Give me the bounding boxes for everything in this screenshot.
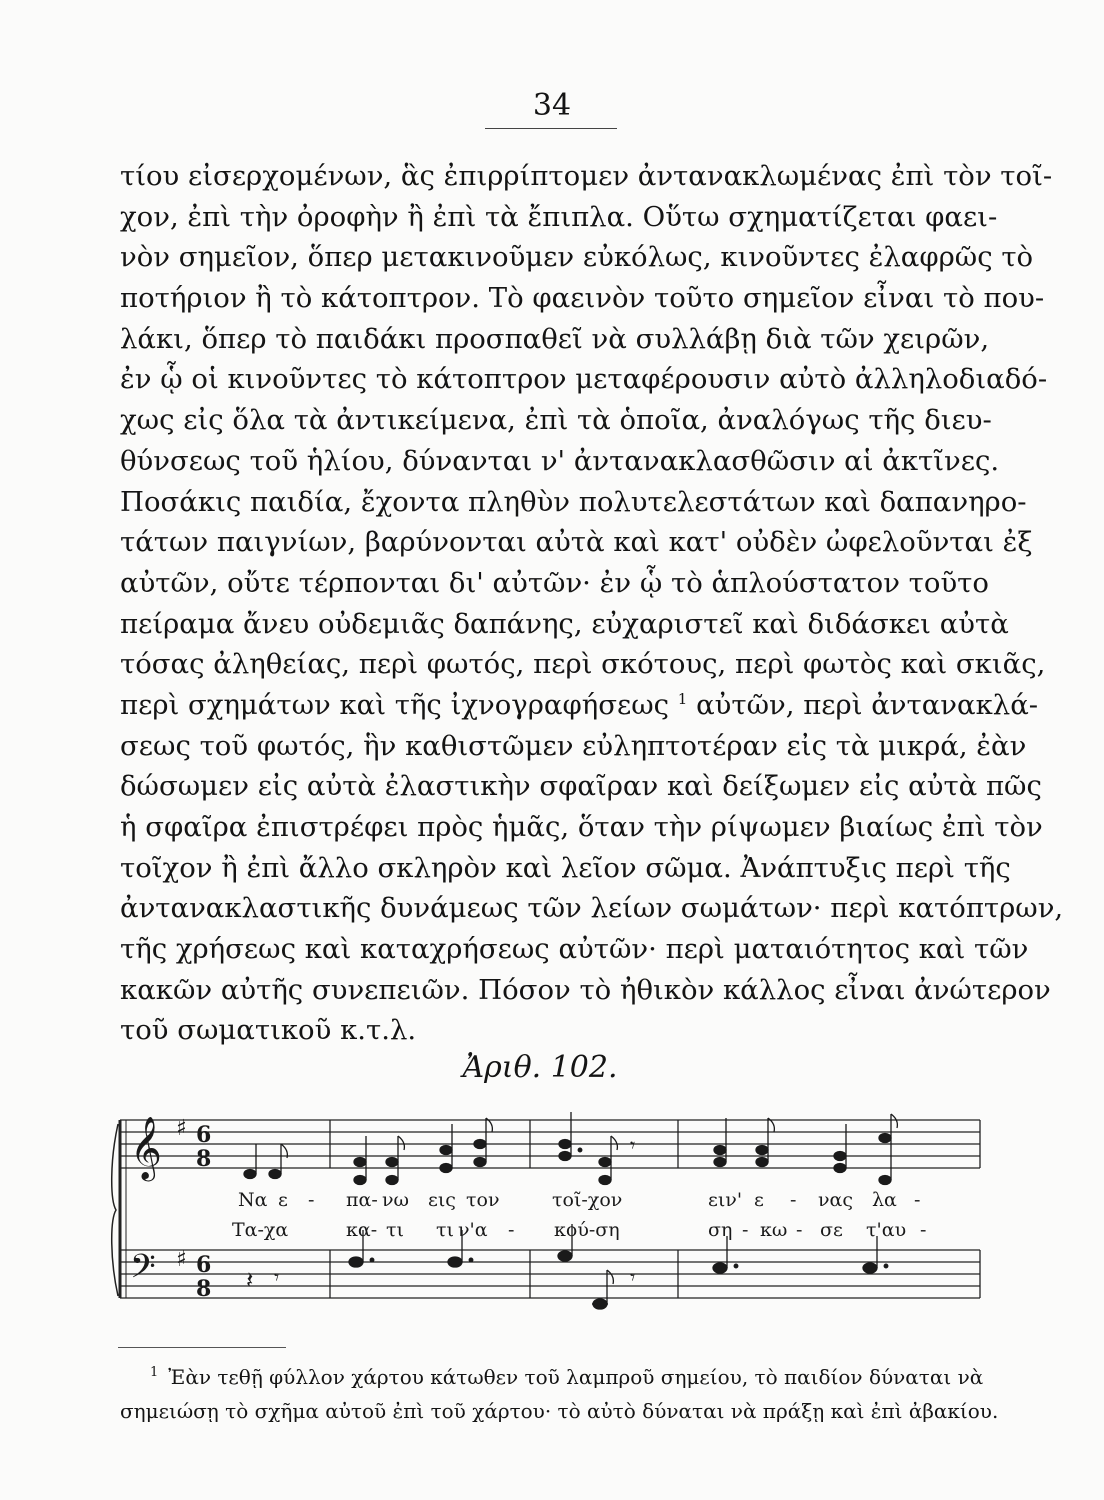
lyric-syllable: - bbox=[742, 1219, 749, 1241]
time-signature-denominator: 8 bbox=[196, 1276, 212, 1302]
lyric-syllable: ε bbox=[278, 1189, 288, 1211]
text-line: ἐν ᾧ οἱ κινοῦντες τὸ κάτοπτρον μεταφέρουσιν αὐτὸ ἀλληλοδιαδό- bbox=[120, 363, 1048, 396]
text-line: τίου εἰσερχομένων, ἃς ἐπιρρίπτομεν ἀντανακλωμένας ἐπὶ τὸν τοῖ- bbox=[120, 160, 1053, 192]
text-line: σεως τοῦ φωτός, ἣν καθιστῶμεν εὐληπτοτέραν εἰς τὰ μικρά, ἐὰν bbox=[120, 729, 1027, 762]
footnote-reference: 1 bbox=[677, 689, 688, 708]
lyric-syllable: κού-ση bbox=[554, 1219, 620, 1241]
text-segment: περὶ σχημάτων καὶ τῆς ἰχνογραφήσεως bbox=[120, 688, 670, 721]
lyric-syllable: κα- bbox=[346, 1219, 378, 1241]
footnote-line: σημειώσῃ τὸ σχῆμα αὐτοῦ ἐπὶ τοῦ χάρτου· τὸ αὐτὸ δύναται νὰ πράξῃ καὶ ἐπὶ ἀβακίου. bbox=[120, 1399, 999, 1423]
text-line-with-footnote bbox=[120, 685, 1039, 726]
lyric-syllable: τοῖ-χον bbox=[552, 1189, 623, 1211]
music-score bbox=[110, 1100, 990, 1330]
music-score-svg bbox=[110, 1100, 990, 1330]
time-signature-numerator: 6 bbox=[196, 1122, 212, 1148]
lyric-syllable: - bbox=[790, 1189, 797, 1211]
text-line: χον, ἐπὶ τὴν ὀροφὴν ἢ ἐπὶ τὰ ἔπιπλα. Οὕτω σχηματίζεται φαει- bbox=[120, 200, 998, 233]
lyric-syllable: ειν' bbox=[708, 1189, 743, 1211]
lyric-syllable: λα bbox=[872, 1189, 897, 1211]
text-line: αὐτῶν, οὔτε τέρπονται δι' αὐτῶν· ἐν ᾧ τὸ ἁπλούστατον τοῦτο bbox=[120, 566, 989, 599]
lyric-syllable: - bbox=[920, 1219, 927, 1241]
text-line: Ποσάκις παιδία, ἔχοντα πληθὺν πολυτελεστάτων καὶ δαπανηρο- bbox=[120, 485, 1027, 518]
text-line: ποτήριον ἢ τὸ κάτοπτρον. Τὸ φαεινὸν τοῦτο σημεῖον εἶναι τὸ που- bbox=[120, 282, 1045, 315]
lyric-syllable: - bbox=[308, 1189, 315, 1211]
text-line: λάκι, ὅπερ τὸ παιδάκι προσπαθεῖ νὰ συλλάβῃ διὰ τῶν χειρῶν, bbox=[120, 322, 990, 355]
sharp-key-signature-icon: ♯ bbox=[176, 1247, 187, 1272]
lyric-syllable: Τα-χα bbox=[232, 1219, 289, 1241]
lyric-syllable: ν'α bbox=[458, 1219, 488, 1241]
text-line: τόσας ἀληθείας, περὶ φωτός, περὶ σκότους, περὶ φωτὸς καὶ σκιᾶς, bbox=[120, 648, 1046, 681]
eighth-rest-icon: 𝄾 bbox=[630, 1133, 636, 1157]
lyric-syllable: Να bbox=[238, 1189, 268, 1211]
time-signature-numerator: 6 bbox=[196, 1252, 212, 1278]
text-line: ἀντανακλαστικῆς δυνάμεως τῶν λείων σωμάτων· περὶ κατόπτρων, bbox=[120, 892, 1064, 925]
lyric-syllable: τον bbox=[466, 1189, 500, 1211]
bass-clef-icon: 𝄢 bbox=[130, 1248, 156, 1294]
lyrics-row-2 bbox=[232, 1219, 926, 1241]
text-line: νὸν σημεῖον, ὅπερ μετακινοῦμεν εὐκόλως, κινοῦντες ἐλαφρῶς τὸ bbox=[120, 241, 1034, 274]
eighth-rest-icon: 𝄾 bbox=[630, 1265, 636, 1289]
lyric-syllable: τι bbox=[386, 1219, 404, 1241]
lyric-syllable: ση bbox=[708, 1219, 733, 1241]
eighth-rest-icon: 𝄾 bbox=[274, 1265, 280, 1289]
text-line: χως εἰς ὅλα τὰ ἀντικείμενα, ἐπὶ τὰ ὁποῖα, ἀναλόγως τῆς διευ- bbox=[120, 404, 992, 437]
text-segment: αὐτῶν, περὶ ἀντανακλά- bbox=[696, 688, 1039, 721]
lyric-syllable: τ'αυ bbox=[866, 1219, 907, 1241]
text-line: τοῖχον ἢ ἐπὶ ἄλλο σκληρὸν καὶ λεῖον σῶμα. Ἀνάπτυξις περὶ τῆς bbox=[120, 851, 1011, 884]
text-line: πείραμα ἄνευ οὐδεμιᾶς δαπάνης, εὐχαριστεῖ καὶ διδάσκει αὐτὰ bbox=[120, 607, 1009, 640]
body-text bbox=[120, 156, 1064, 1051]
lyric-syllable: τι bbox=[436, 1219, 454, 1241]
treble-clef-icon: 𝄞 bbox=[130, 1116, 162, 1179]
footnote-text: Ἐὰν τεθῇ φύλλον χάρτου κάτωθεν τοῦ λαμπροῦ σημείου, τὸ παιδίον δύναται νὰ bbox=[168, 1365, 984, 1389]
text-line: θύνσεως τοῦ ἡλίου, δύνανται ν' ἀντανακλασθῶσιν αἱ ἀκτῖνες. bbox=[120, 444, 1000, 477]
quarter-rest-icon: 𝄽 bbox=[246, 1266, 254, 1294]
lyric-syllable: ε bbox=[754, 1189, 764, 1211]
lyric-syllable: πα- bbox=[346, 1189, 378, 1211]
text-line: ἡ σφαῖρα ἐπιστρέφει πρὸς ἡμᾶς, ὅταν τὴν ρίψωμεν βιαίως ἐπὶ τὸν bbox=[120, 811, 1043, 843]
text-line: τῆς χρήσεως καὶ καταχρήσεως αὐτῶν· περὶ ματαιότητος καὶ τῶν bbox=[120, 933, 1029, 966]
text-line: τοῦ σωματικοῦ κ.τ.λ. bbox=[120, 1014, 417, 1047]
header-rule bbox=[485, 128, 617, 129]
page-number: 34 bbox=[532, 88, 572, 123]
footnote-rule bbox=[118, 1347, 286, 1348]
lyric-syllable: νας bbox=[818, 1189, 854, 1211]
lyric-syllable: - bbox=[914, 1189, 921, 1211]
lyric-syllable: - bbox=[796, 1219, 803, 1241]
footnote bbox=[120, 1360, 999, 1428]
footnote-mark: 1 bbox=[150, 1365, 159, 1380]
sharp-key-signature-icon: ♯ bbox=[176, 1116, 187, 1141]
text-line: τάτων παιγνίων, βαρύνονται αὐτὰ καὶ κατ' οὐδὲν ὠφελοῦνται ἐξ bbox=[120, 526, 1033, 559]
lyric-syllable: νω bbox=[382, 1189, 410, 1211]
lyric-syllable: κω bbox=[760, 1219, 788, 1241]
lyric-syllable: εις bbox=[428, 1189, 456, 1211]
brace-icon bbox=[112, 1124, 118, 1296]
treble-notes bbox=[244, 1112, 897, 1185]
text-line: κακῶν αὐτῆς συνεπειῶν. Πόσον τὸ ἠθικὸν κάλλος εἶναι ἀνώτερον bbox=[120, 973, 1051, 1006]
lyric-syllable: σε bbox=[820, 1219, 843, 1241]
text-line: δώσωμεν εἰς αὐτὰ ἐλαστικὴν σφαῖραν καὶ δείξωμεν εἰς αὐτὰ πῶς bbox=[120, 770, 1042, 803]
figure-caption: Ἀριθ. 102. bbox=[462, 1050, 618, 1085]
lyrics-row-1 bbox=[238, 1189, 920, 1211]
footnote-line bbox=[120, 1360, 984, 1394]
lyric-syllable: - bbox=[508, 1219, 515, 1241]
time-signature-denominator: 8 bbox=[196, 1146, 212, 1172]
